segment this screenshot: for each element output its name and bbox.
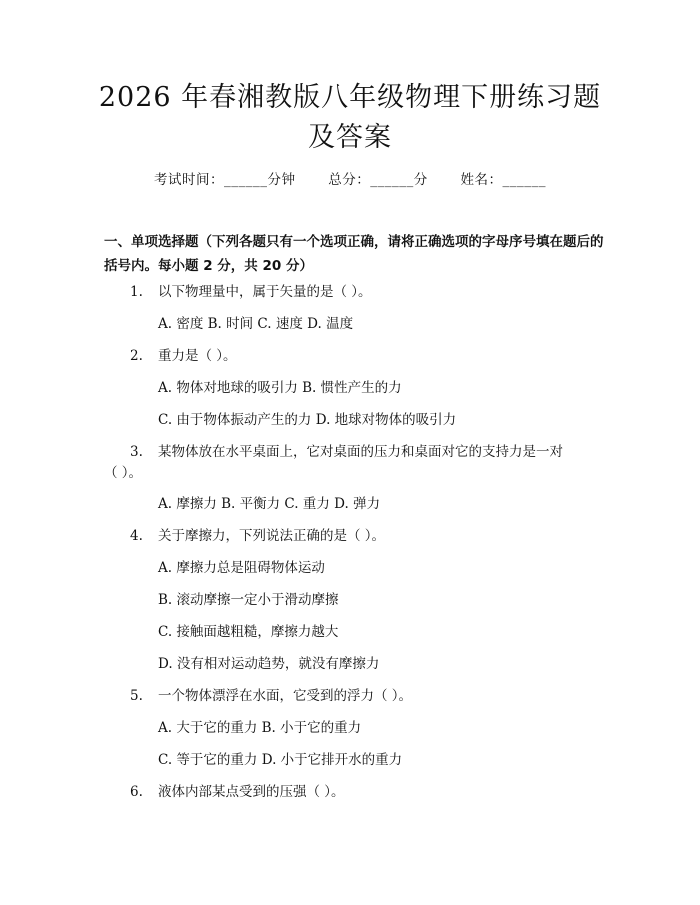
question xyxy=(130,684,412,708)
question-number: 2. xyxy=(130,348,143,364)
exam-info-line xyxy=(0,168,700,188)
question-option: A. 物体对地球的吸引力 B. 惯性产生的力 xyxy=(158,380,402,396)
question-option: A. 摩擦力 B. 平衡力 C. 重力 D. 弹力 xyxy=(158,496,381,512)
question xyxy=(130,344,237,368)
question-option: C. 接触面越粗糙，摩擦力越大 xyxy=(158,624,339,640)
document-title: 2026 年春湘教版八年级物理下册练习题及答案 xyxy=(98,82,602,153)
question-number: 4. xyxy=(130,528,143,544)
question-option: A. 摩擦力总是阻碍物体运动 xyxy=(158,560,325,576)
question xyxy=(130,524,385,548)
question-option: A. 密度 B. 时间 C. 速度 D. 温度 xyxy=(158,316,354,332)
total-score-field: 总分：______分 xyxy=(328,172,428,188)
question-number: 1. xyxy=(130,284,143,300)
question-text: 以下物理量中，属于矢量的是（ ）。 xyxy=(158,284,372,300)
question-option: C. 等于它的重力 D. 小于它排开水的重力 xyxy=(158,752,403,768)
section-heading: 一、单项选择题（下列各题只有一个选项正确，请将正确选项的字母序号填在题后的括号内。每小题 2 分，共 20 分） xyxy=(104,234,604,274)
question xyxy=(130,280,372,304)
question xyxy=(130,440,563,464)
question xyxy=(130,780,345,804)
question-text: 关于摩擦力，下列说法正确的是（ ）。 xyxy=(158,528,386,544)
question-number: 5. xyxy=(130,688,143,704)
question-text: 重力是（ ）。 xyxy=(158,348,237,364)
question-number: 6. xyxy=(130,784,143,800)
exam-time-field: 考试时间：______分钟 xyxy=(153,172,296,188)
question-text: 液体内部某点受到的压强（ ）。 xyxy=(158,784,345,800)
question-option: A. 大于它的重力 B. 小于它的重力 xyxy=(158,720,362,736)
question-number: 3. xyxy=(130,444,143,460)
question-option: C. 由于物体振动产生的力 D. 地球对物体的吸引力 xyxy=(158,412,457,428)
name-field: 姓名：______ xyxy=(460,172,547,188)
question-text: 一个物体漂浮在水面，它受到的浮力（ ）。 xyxy=(158,688,413,704)
question-text-continued: （ ）。 xyxy=(104,465,143,481)
question-option: B. 滚动摩擦一定小于滑动摩擦 xyxy=(158,592,339,608)
question-option: D. 没有相对运动趋势，就没有摩擦力 xyxy=(158,656,380,672)
question-text: 某物体放在水平桌面上，它对桌面的压力和桌面对它的支持力是一对 xyxy=(158,444,563,460)
